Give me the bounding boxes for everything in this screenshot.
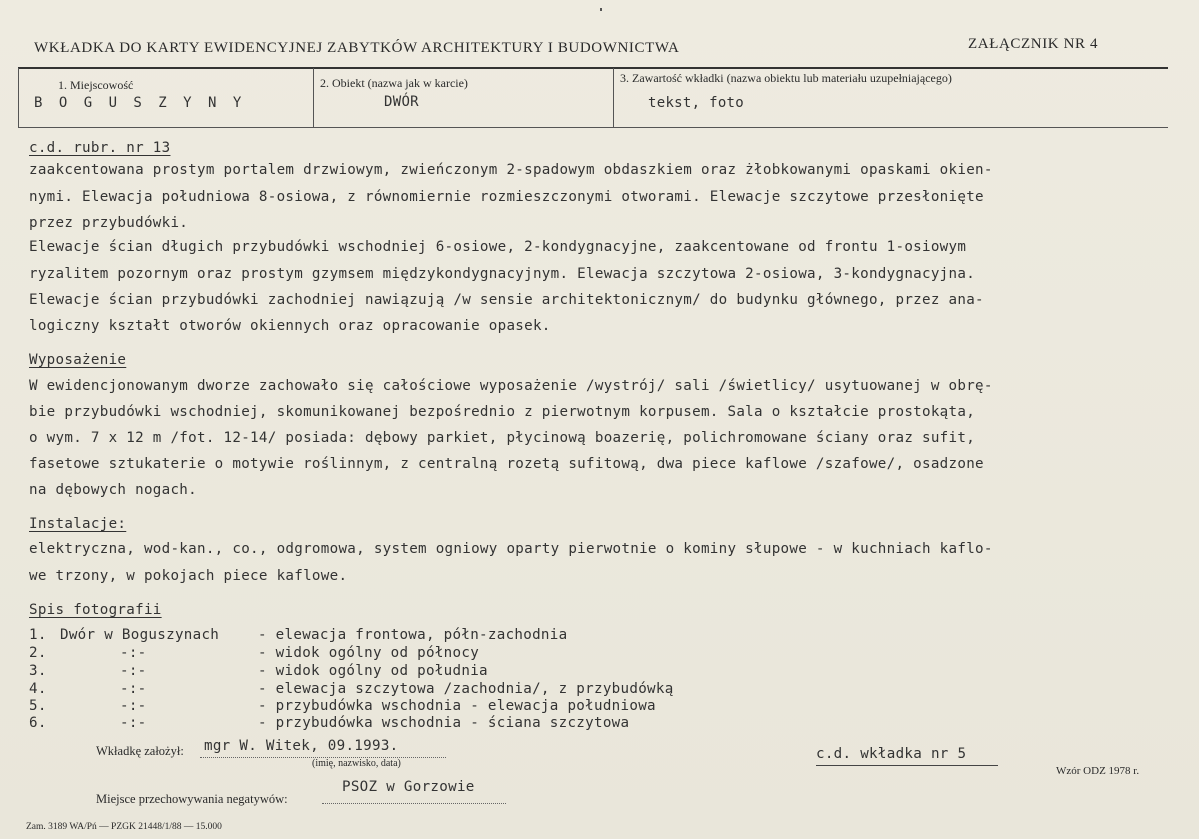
photo-item-place: -:- bbox=[120, 681, 147, 697]
photo-item-number: 4. bbox=[29, 681, 47, 697]
body-line: ryzalitem pozornym oraz prostym gzymsem międzykondygnacyjnym. Elewacja szczytowa 2-osiowa, 3-kondygnacyjna. bbox=[29, 266, 976, 282]
photo-item-desc: - elewacja frontowa, półn-zachodnia bbox=[258, 627, 568, 643]
body-line: zaakcentowana prostym portalem drzwiowym, zwieńczonym 2-spadowym obdaszkiem oraz żłobkowanymi opaskami okien- bbox=[29, 162, 993, 178]
founder-label: Wkładkę założył: bbox=[96, 744, 184, 758]
table-top-rule bbox=[18, 67, 1168, 69]
photo-item-desc: - przybudówka wschodnia - ściana szczytowa bbox=[258, 715, 630, 731]
body-line: fasetowe sztukaterie o motywie roślinnym, z centralną rozetą sufitową, dwa piece kaflowe /szafowe/, osadzone bbox=[29, 456, 984, 472]
annex-number: ZAŁĄCZNIK NR 4 bbox=[968, 36, 1099, 52]
photo-item-place: -:- bbox=[120, 715, 147, 731]
print-info: Zam. 3189 WA/Pń — PZGK 21448/1/88 — 15.000 bbox=[26, 822, 222, 832]
photo-item-place: -:- bbox=[120, 645, 147, 661]
negatives-label: Miejsce przechowywania negatywów: bbox=[96, 792, 288, 806]
column-value-contents: tekst, foto bbox=[648, 95, 745, 111]
continued-note: c.d. wkładka nr 5 bbox=[816, 746, 967, 762]
photo-item-number: 3. bbox=[29, 663, 47, 679]
photo-item-number: 2. bbox=[29, 645, 47, 661]
column-label-object: 2. Obiekt (nazwa jak w karcie) bbox=[320, 76, 468, 90]
column-label-contents: 3. Zawartość wkładki (nazwa obiektu lub materiału uzupełniającego) bbox=[620, 71, 952, 85]
photo-item-number: 6. bbox=[29, 715, 47, 731]
section-heading-equipment: Wyposażenie bbox=[29, 352, 127, 368]
photo-item-desc: - przybudówka wschodnia - elewacja południowa bbox=[258, 698, 656, 714]
continued-underline bbox=[816, 765, 998, 766]
column-divider-1 bbox=[18, 68, 19, 127]
photo-item-number: 1. bbox=[29, 627, 47, 643]
body-line: Elewacje ścian długich przybudówki wschodniej 6-osiowe, 2-kondygnacyjne, zaakcentowane od frontu 1-osiowym bbox=[29, 239, 967, 255]
body-line: nymi. Elewacja południowa 8-osiowa, z równomiernie rozmieszczonymi otworami. Elewacje szczytowe przesłonięte bbox=[29, 189, 984, 205]
body-line: Elewacje ścian przybudówki zachodniej nawiązują /w sensie architektonicznym/ do budynku głównego, przez ana- bbox=[29, 292, 984, 308]
section-heading-continued: c.d. rubr. nr 13 bbox=[29, 140, 171, 156]
column-value-locality: B O G U S Z Y N Y bbox=[34, 95, 246, 111]
body-line: bie przybudówki wschodniej, skomunikowanej bezpośrednio z pierwotnym korpusem. Sala o kształcie prostokąta, bbox=[29, 404, 976, 420]
body-line: na dębowych nogach. bbox=[29, 482, 197, 498]
table-bottom-rule bbox=[18, 127, 1168, 128]
body-line: przez przybudówki. bbox=[29, 215, 189, 231]
photo-item-desc: - elewacja szczytowa /zachodnia/, z przybudówką bbox=[258, 681, 674, 697]
photo-item-place: -:- bbox=[120, 663, 147, 679]
negatives-value: PSOZ w Gorzowie bbox=[342, 779, 475, 795]
form-id: Wzór ODZ 1978 r. bbox=[1056, 765, 1140, 777]
photo-item-place: -:- bbox=[120, 698, 147, 714]
photo-item-desc: - widok ogólny od południa bbox=[258, 663, 488, 679]
section-heading-photos: Spis fotografii bbox=[29, 602, 162, 618]
body-line: we trzony, w pokojach piece kaflowe. bbox=[29, 568, 348, 584]
punch-dot bbox=[600, 8, 602, 11]
photo-item-number: 5. bbox=[29, 698, 47, 714]
photo-item-desc: - widok ogólny od północy bbox=[258, 645, 480, 661]
photo-item-place: Dwór w Boguszynach bbox=[60, 627, 220, 643]
column-label-locality: 1. Miejscowość bbox=[58, 78, 134, 92]
section-heading-installations: Instalacje: bbox=[29, 516, 127, 532]
body-line: W ewidencjonowanym dworze zachowało się całościowe wyposażenie /wystrój/ sali /świetlicy/ usytuowanej w obrę- bbox=[29, 378, 993, 394]
body-line: logiczny kształt otworów okiennych oraz opracowanie opasek. bbox=[29, 318, 551, 334]
column-divider-2 bbox=[313, 68, 314, 127]
founder-value: mgr W. Witek, 09.1993. bbox=[204, 738, 399, 754]
column-value-object: DWÓR bbox=[384, 94, 419, 110]
column-divider-3 bbox=[613, 68, 614, 127]
founder-hint: (imię, nazwisko, data) bbox=[312, 758, 401, 769]
form-title: WKŁADKA DO KARTY EWIDENCYJNEJ ZABYTKÓW ARCHITEKTURY I BUDOWNICTWA bbox=[34, 40, 680, 56]
body-line: elektryczna, wod-kan., co., odgromowa, system ogniowy oparty pierwotnie o kominy słupowe - w kuchniach kaflo- bbox=[29, 541, 993, 557]
body-line: o wym. 7 x 12 m /fot. 12-14/ posiada: dębowy parkiet, płycinową boazerię, polichromowane ściany oraz sufit, bbox=[29, 430, 976, 446]
negatives-dotted-line bbox=[322, 803, 506, 804]
